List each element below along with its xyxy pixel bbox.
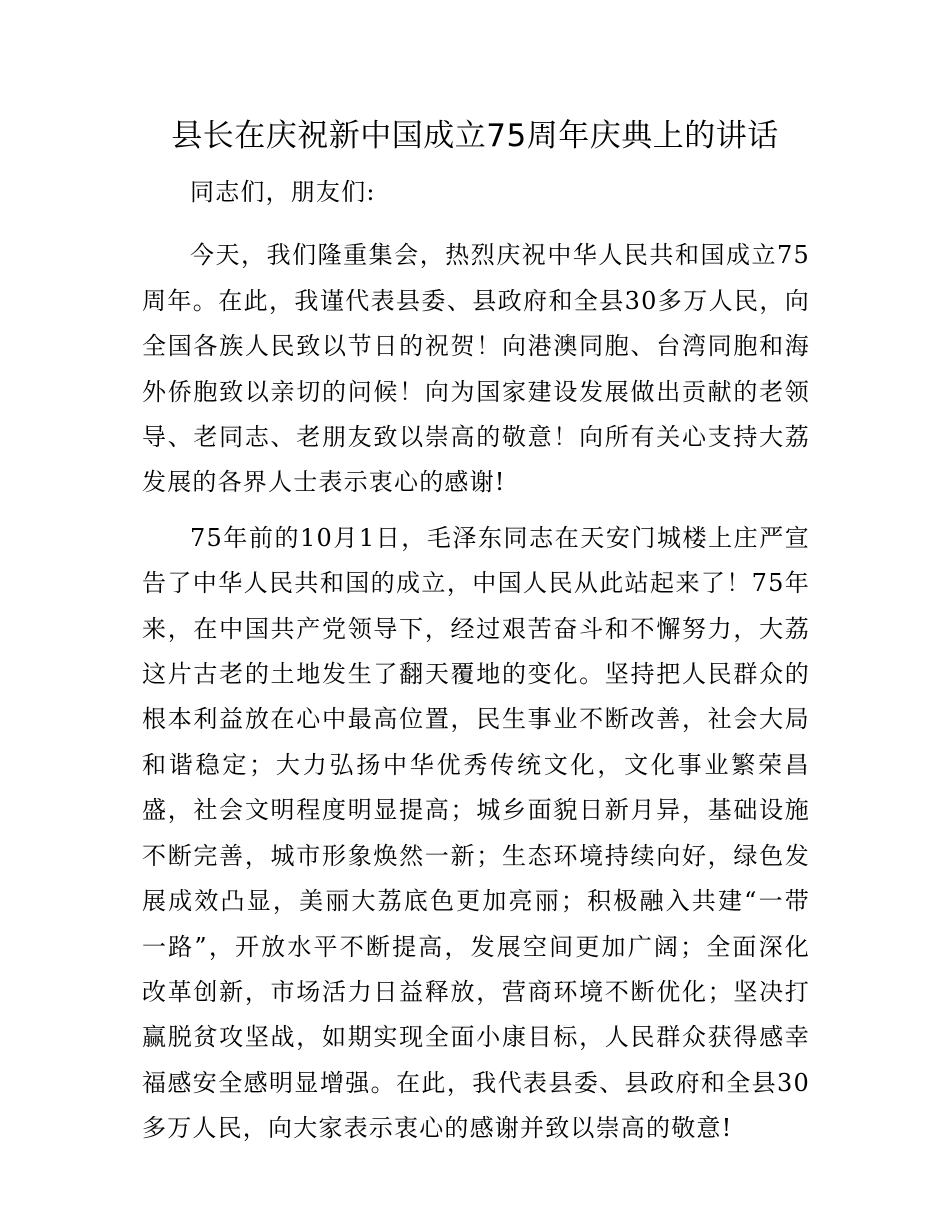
paragraph-history: 75年前的10月1日，毛泽东同志在天安门城楼上庄严宣告了中华人民共和国的成立，中国人民从此站起来了！75年来，在中国共产党领导下，经过艰苦奋斗和不懈努力，大荔这片古老的土地发生了翻天覆地的变化。坚持把人民群众的根本利益放在心中最高位置，民生事业不断改善，社会大局和谐稳定；大力弘扬中华优秀传统文化，文化事业繁荣昌盛，社会文明程度明显提高；城乡面貌日新月异，基础设施不断完善，城市形象焕然一新；生态环境持续向好，绿色发展成效凸显，美丽大荔底色更加亮丽；积极融入共建“一带一路”，开放水平不断提高，发展空间更加广阔；全面深化改革创新，市场活力日益释放，营商环境不断优化；坚决打赢脱贫攻坚战，如期实现全面小康目标，人民群众获得感幸福感安全感明显增强。在此，我代表县委、县政府和全县30多万人民，向大家表示衷心的感谢并致以崇高的敬意! — [142, 523, 810, 1143]
paragraph-greeting: 今天，我们隆重集会，热烈庆祝中华人民共和国成立75周年。在此，我谨代表县委、县政府和全县30多万人民，向全国各族人民致以节日的祝贺！向港澳同胞、台湾同胞和海外侨胞致以亲切的问候！向为国家建设发展做出贡献的老领导、老同志、老朋友致以崇高的敬意！向所有关心支持大荔发展的各界人士表示衷心的感谢! — [142, 241, 810, 497]
salutation: 同志们，朋友们: — [190, 178, 376, 206]
document-title: 县长在庆祝新中国成立75周年庆典上的讲话 — [171, 118, 779, 154]
document-body — [142, 170, 810, 1162]
